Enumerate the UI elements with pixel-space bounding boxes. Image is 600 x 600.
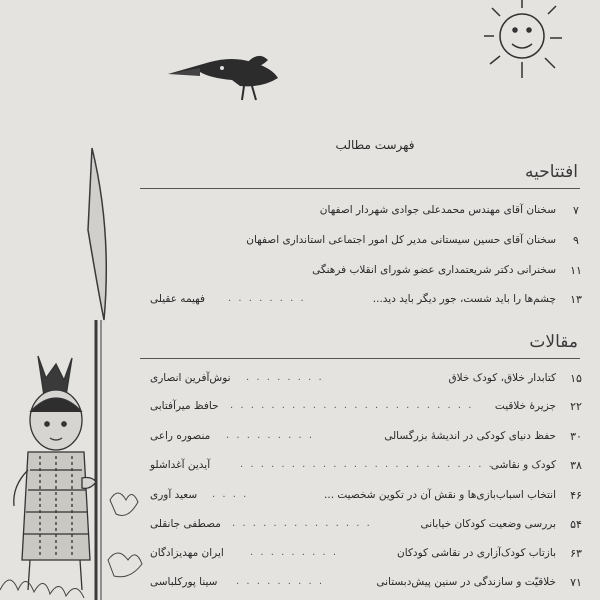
entry-author: فهیمه عقیلی: [150, 293, 206, 305]
toc-entry: [150, 518, 588, 536]
crow-drawing: [168, 56, 278, 100]
entry-title: انتخاب اسباب‌بازی‌ها و نقش آن در تکوین شخصیت ...: [324, 489, 556, 501]
section-title-opening: افتتاحیه: [524, 162, 578, 182]
leader-dots: . . . . . . . . .: [236, 576, 325, 587]
entry-title: کتابدار خلاق، کودک خلاق: [448, 372, 556, 384]
entry-page-number: ۲۲: [570, 400, 582, 413]
leader-dots: . . . . . . . . .: [226, 430, 315, 441]
section-divider: [140, 358, 580, 359]
entry-author: حافظ میرآفتابی: [150, 400, 219, 412]
entry-page-number: ۶۳: [570, 547, 582, 560]
leader-dots: . . . . . . . . . . . . . . . . . . . . . . . .: [230, 400, 474, 411]
entry-title: چشم‌ها را باید شست، جور دیگر باید دید...: [372, 293, 556, 305]
entry-title: بازتاب کودک‌آزاری در نقاشی کودکان: [397, 547, 556, 559]
entry-page-number: ۹: [573, 234, 579, 247]
entry-page-number: ۱۵: [570, 372, 582, 385]
entry-title: خلاقیّت و سازندگی در سنین پیش‌دبستانی: [376, 576, 556, 588]
sun-drawing: [484, 0, 562, 78]
section-title-articles: مقالات: [529, 332, 578, 352]
entry-title: حفظ دنیای کودکی در اندیشهٔ بزرگسالی: [384, 430, 556, 442]
toc-entry: [150, 264, 588, 282]
leader-dots: . . . . . . . .: [228, 293, 306, 304]
toc-entry: [150, 400, 588, 418]
entry-author: ایران مهدیزادگان: [150, 547, 224, 559]
entry-title: سخنان آقای حسین سیستانی مدیر کل امور اجتماعی استانداری اصفهان: [246, 234, 556, 246]
entry-author: منصوره راعی: [150, 430, 211, 442]
entry-page-number: ۷۱: [570, 576, 582, 589]
entry-author: نوش‌آفرین انصاری: [150, 372, 231, 384]
leader-dots: . . . . . . . . . . . . . .: [232, 518, 372, 529]
entry-author: مصطفی جانقلی: [150, 518, 221, 530]
toc-entry: [150, 204, 588, 222]
entry-page-number: ۳۰: [570, 430, 582, 443]
entry-page-number: ۱۳: [570, 293, 582, 306]
entry-author: سعید آوری: [150, 489, 198, 501]
entry-title: جزیرهٔ خلاقیت: [494, 400, 556, 412]
entry-page-number: ۵۴: [570, 518, 582, 531]
entry-page-number: ۳۸: [570, 459, 582, 472]
entry-title: بررسی وضعیت کودکان خیابانی: [420, 518, 556, 530]
leader-dots: . . . .: [212, 489, 249, 500]
toc-entry: [150, 234, 588, 252]
leader-dots: . . . . . . . . . . . . . . . . . . . . . . . . .: [240, 459, 494, 470]
toc-entry: [150, 547, 588, 565]
entry-title: سخنرانی دکتر شریعتمداری عضو شورای انقلاب فرهنگی: [312, 264, 556, 276]
leader-dots: . . . . . . . .: [246, 372, 324, 383]
section-divider: [140, 188, 580, 189]
spear-drawing: [88, 148, 106, 600]
toc-entry: [150, 293, 588, 311]
child-figure-drawing: [14, 356, 96, 590]
toc-entry: [150, 372, 588, 390]
entry-page-number: ۱۱: [570, 264, 582, 277]
toc-entry: [150, 576, 588, 594]
entry-author: سینا پورکلباسی: [150, 576, 218, 588]
toc-entry: [150, 489, 588, 507]
toc-entry: [150, 430, 588, 448]
leader-dots: . . . . . . . . .: [250, 547, 339, 558]
toc-entry: [150, 459, 588, 477]
entry-title: سخنان آقای مهندس محمدعلی جوادی شهردار اصفهان: [319, 204, 556, 216]
entry-author: آیدین آغداشلو: [150, 459, 211, 471]
entry-title: کودک و نقاشی: [490, 459, 556, 471]
entry-page-number: ۴۶: [570, 489, 582, 502]
entry-page-number: ۷: [573, 204, 579, 217]
toc-heading: فهرست مطالب: [335, 138, 415, 152]
